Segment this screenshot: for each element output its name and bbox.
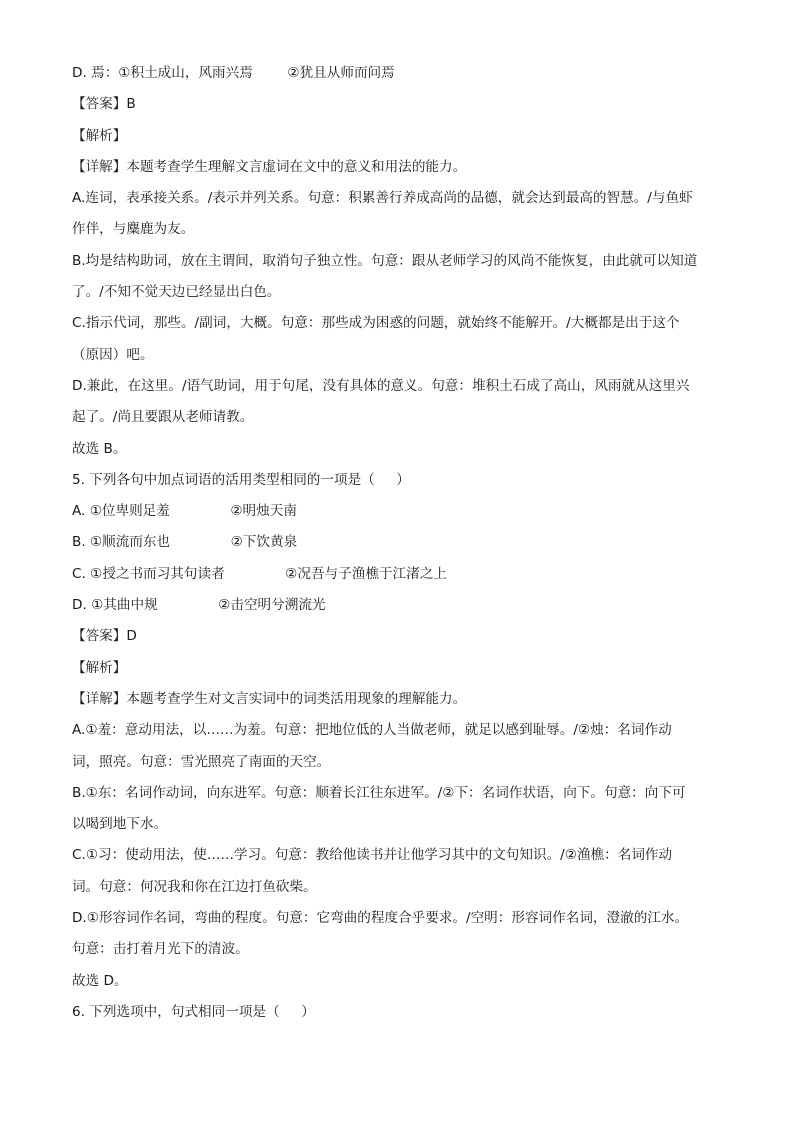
q5-explanation-a-line-1: A.①羞：意动用法，以……为羞。句意：把地位低的人当做老师，就足以感到耻辱。/②烛：名词作动 [72,722,672,739]
q5-explanation-a-line-2: 词，照亮。句意：雪光照亮了南面的天空。 [72,753,331,770]
choice-b: 故选 B。 [72,440,127,457]
q5-option-a: A. ①位卑则足羞 ②明烛天南 [72,503,297,520]
explanation-d-line-1: D.兼此，在这里。/语气助词，用于句尾，没有具体的意义。句意：堆积土石成了高山，风雨就从这里兴 [72,377,690,394]
q5-explanation-d-line-1: D.①形容词作名词，弯曲的程度。句意：它弯曲的程度合乎要求。/空明：形容词作名词，澄澈的江水。 [72,910,689,927]
q5-explanation-c-line-2: 词。句意：何况我和你在江边打鱼砍柴。 [72,878,317,895]
q5-option-c: C. ①授之书而习其句读者 ②况吾与子渔樵于江渚之上 [72,565,447,582]
explanation-a-line-1: A.连词，表承接关系。/表示并列关系。句意：积累善行养成高尚的品德，就会达到最高的智慧。/与鱼虾 [72,190,693,207]
q5-answer-label: 【答案】D [72,628,137,645]
question-5: 5. 下列各句中加点词语的活用类型相同的一项是（ ） [72,471,410,488]
q5-option-b: B. ①顺流而东也 ②下饮黄泉 [72,534,298,551]
q5-analysis-label: 【解析】 [72,659,127,676]
document-page [72,58,732,1028]
q5-choice-d: 故选 D。 [72,972,128,989]
explanation-a-line-2: 作伴，与麋鹿为友。 [72,221,195,238]
explanation-c-line-2: （原因）吧。 [72,346,154,363]
explanation-d-line-2: 起了。/尚且要跟从老师请教。 [72,409,254,426]
q5-option-d: D. ①其曲中规 ②击空明兮溯流光 [72,597,326,614]
q5-explanation-b-line-1: B.①东：名词作动词，向东进军。句意：顺着长江往东进军。/②下：名词作状语，向下。句意：向下可 [72,784,686,801]
explanation-b-line-1: B.均是结构助词，放在主谓间，取消句子独立性。句意：跟从老师学习的风尚不能恢复，由此就可以知道 [72,252,698,269]
q5-detail-intro: 【详解】本题考查学生对文言实词中的词类活用现象的理解能力。 [72,690,467,707]
analysis-label: 【解析】 [72,127,127,144]
q5-explanation-c-line-1: C.①习：使动用法，使……学习。句意：教给他读书并让他学习其中的文句知识。/②渔樵：名词作动 [72,847,673,864]
explanation-c-line-1: C.指示代词，那些。/副词，大概。句意：那些成为困惑的问题，就始终不能解开。/大概都是出于这个 [72,315,680,332]
q5-explanation-d-line-2: 句意：击打着月光下的清波。 [72,941,249,958]
explanation-b-line-2: 了。/不知不觉天边已经显出白色。 [72,284,281,301]
detail-intro: 【详解】本题考查学生理解文言虚词在文中的意义和用法的能力。 [72,158,467,175]
option-d-line: D. 焉：①积土成山，风雨兴焉 ②犹且从师而问焉 [72,65,395,81]
question-6: 6. 下列选项中，句式相同一项是（ ） [72,1003,315,1020]
q5-explanation-b-line-2: 以喝到地下水。 [72,816,168,833]
answer-label: 【答案】B [72,96,136,113]
